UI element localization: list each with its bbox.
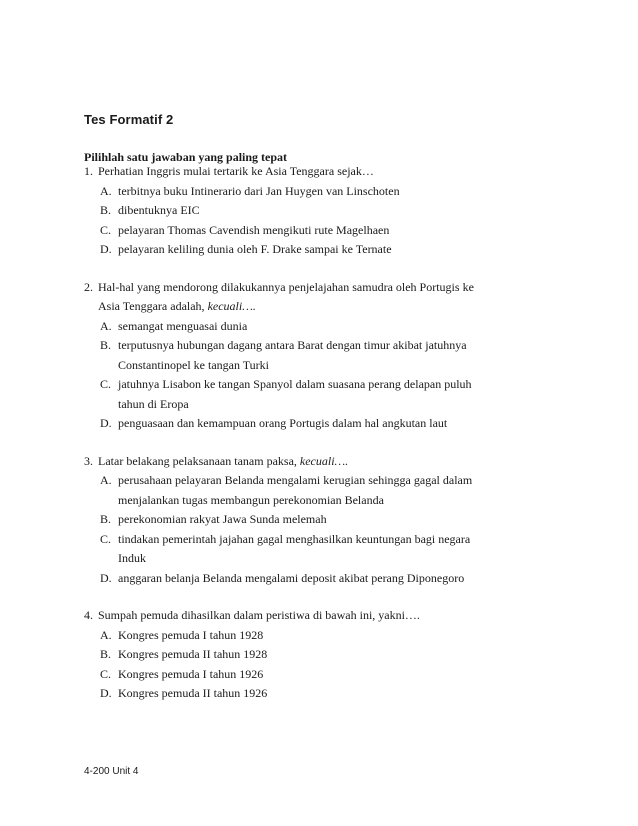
question-number: 4. — [84, 608, 93, 622]
question-4 — [84, 606, 554, 704]
answer-option-a — [84, 317, 554, 337]
option-letter: B. — [100, 203, 112, 217]
option-text-continuation: tahun di Eropa — [118, 396, 189, 411]
answer-option-d — [84, 414, 554, 434]
option-text: perusahaan pelayaran Belanda mengalami kerugian sehingga gagal dalam — [118, 473, 473, 487]
question-2 — [84, 278, 554, 434]
option-letter: A. — [100, 318, 112, 333]
option-text: penguasaan dan kemampuan orang Portugis dalam hal angkutan laut — [118, 416, 448, 430]
answer-option-b — [84, 645, 554, 665]
question-text: Latar belakang pelaksanaan tanam paksa, — [98, 453, 297, 468]
answer-option-a — [84, 182, 554, 202]
option-letter: D. — [100, 242, 112, 256]
option-text: pelayaran Thomas Cavendish mengikuti rute Magelhaen — [118, 222, 390, 237]
answer-option-d — [84, 684, 554, 704]
option-text: terputusnya hubungan dagang antara Barat dengan timur akibat jatuhnya — [118, 338, 467, 352]
question-number: 2. — [84, 279, 93, 294]
question-1 — [84, 162, 554, 260]
option-letter: D. — [100, 570, 112, 585]
question-stem — [84, 162, 554, 182]
option-text: tindakan pemerintah jajahan gagal menghasilkan keuntungan bagi negara — [118, 531, 471, 546]
answer-option-a — [84, 626, 554, 646]
question-text: Sumpah pemuda dihasilkan dalam peristiwa di bawah ini, yakni…. — [98, 608, 420, 622]
option-letter: B. — [100, 338, 112, 352]
question-emphasis: kecuali…. — [299, 453, 349, 468]
option-letter: D. — [100, 686, 112, 700]
option-text: Kongres pemuda I tahun 1928 — [118, 627, 264, 642]
answer-option-a — [84, 471, 554, 491]
option-text: dibentuknya EIC — [118, 203, 200, 217]
question-text-cont: Asia Tenggara adalah, — [98, 299, 205, 313]
answer-option-d — [84, 240, 554, 260]
option-letter: B. — [100, 647, 112, 661]
option-text: Kongres pemuda I tahun 1926 — [118, 666, 264, 681]
option-letter: C. — [100, 666, 112, 681]
instruction-text: Pilihlah satu jawaban yang paling tepat — [84, 150, 288, 164]
option-letter: C. — [100, 531, 112, 546]
option-letter: D. — [100, 416, 112, 430]
option-text-continuation: Induk — [118, 551, 146, 565]
answer-option-c — [84, 221, 554, 241]
option-text: Kongres pemuda II tahun 1928 — [118, 647, 268, 661]
question-list — [84, 162, 554, 704]
option-letter: C. — [100, 222, 112, 237]
option-text: perekonomian rakyat Jawa Sunda melemah — [118, 512, 327, 526]
question-stem — [84, 278, 554, 298]
option-letter: A. — [100, 473, 112, 487]
question-text: Hal-hal yang mendorong dilakukannya penjelajahan samudra oleh Portugis ke — [98, 279, 474, 294]
option-text: jatuhnya Lisabon ke tangan Spanyol dalam suasana perang delapan puluh — [118, 377, 472, 391]
option-letter: C. — [100, 377, 112, 391]
answer-option-c — [84, 530, 554, 550]
question-text: Perhatian Inggris mulai tertarik ke Asia Tenggara sejak… — [98, 164, 374, 178]
answer-option-b — [84, 510, 554, 530]
question-number: 1. — [84, 164, 93, 178]
option-letter: B. — [100, 512, 112, 526]
option-text-continuation: Constantinopel ke tangan Turki — [118, 357, 269, 372]
option-text: Kongres pemuda II tahun 1926 — [118, 686, 268, 700]
question-stem-continuation — [84, 297, 554, 317]
page-footer: 4-200 Unit 4 — [84, 766, 139, 777]
option-letter: A. — [100, 627, 112, 642]
question-number: 3. — [84, 453, 93, 468]
answer-option-c — [84, 375, 554, 395]
answer-option-b — [84, 336, 554, 356]
question-emphasis: kecuali…. — [207, 299, 256, 313]
page-title: Tes Formatif 2 — [84, 112, 174, 127]
answer-option-d — [84, 569, 554, 589]
answer-option-b — [84, 201, 554, 221]
option-text-continuation: menjalankan tugas membangun perekonomian Belanda — [118, 492, 384, 507]
question-stem — [84, 452, 554, 472]
option-text: anggaran belanja Belanda mengalami deposit akibat perang Diponegoro — [118, 570, 465, 585]
option-letter: A. — [100, 183, 112, 198]
question-3 — [84, 452, 554, 589]
option-text: terbitnya buku Intinerario dari Jan Huygen van Linschoten — [118, 183, 400, 198]
option-text: pelayaran keliling dunia oleh F. Drake sampai ke Ternate — [118, 242, 392, 256]
question-stem — [84, 606, 554, 626]
option-text: semangat menguasai dunia — [118, 318, 248, 333]
answer-option-c — [84, 665, 554, 685]
